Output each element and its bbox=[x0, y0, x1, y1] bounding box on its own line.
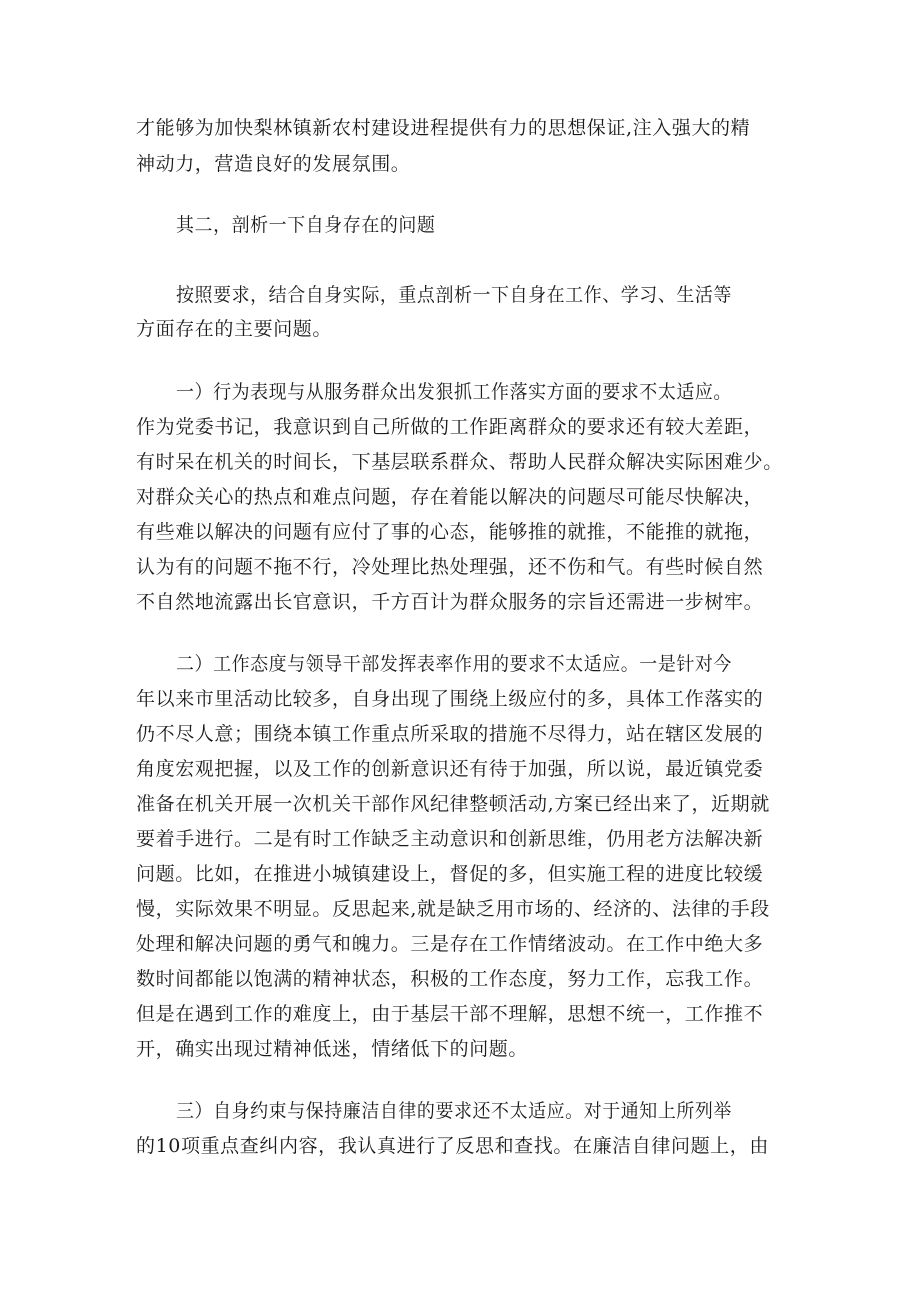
text-line: 三）自身约束与保持廉洁自律的要求还不太适应。对于通知上所列举 bbox=[176, 1100, 732, 1122]
text-line: 数时间都能以饱满的精神状态，积极的工作态度，努力工作，忘我工作。 bbox=[136, 968, 764, 990]
text-line: 对群众关心的热点和难点问题，存在着能以解决的问题尽可能尽快解决， bbox=[136, 486, 764, 508]
text-line: 但是在遇到工作的难度上，由于基层干部不理解，思想不统一，工作推不 bbox=[136, 1003, 764, 1025]
section-heading: 其二，剖析一下自身存在的问题 bbox=[176, 214, 436, 236]
text-line: 开，确实出现过精神低迷，情绪低下的问题。 bbox=[136, 1038, 529, 1060]
text-line: 神动力，营造良好的发展氛围。 bbox=[136, 153, 411, 175]
text-line: 慢，实际效果不明显。反思起来,就是缺乏用市场的、经济的、法律的手段 bbox=[136, 898, 770, 920]
text-line: 作为党委书记，我意识到自己所做的工作距离群众的要求还有较大差距， bbox=[136, 416, 764, 438]
text-line: 年以来市里活动比较多，自身出现了围绕上级应付的多，具体工作落实的 bbox=[136, 688, 764, 710]
text-line: 准备在机关开展一次机关干部作风纪律整顿活动,方案已经出来了，近期就 bbox=[136, 793, 770, 815]
text-line: 问题。比如，在推进小城镇建设上，督促的多，但实施工程的进度比较缓 bbox=[136, 863, 764, 885]
text-line: 有时呆在机关的时间长，下基层联系群众、帮助人民群众解决实际困难少。 bbox=[136, 451, 783, 473]
text-line: 不自然地流露出长官意识，千方百计为群众服务的宗旨还需进一步树牢。 bbox=[136, 591, 764, 613]
text-line: 要着手进行。二是有时工作缺乏主动意识和创新思维，仍用老方法解决新 bbox=[136, 828, 764, 850]
text-line: 的10项重点查纠内容，我认真进行了反思和查找。在廉洁自律问题上，由 bbox=[136, 1135, 769, 1157]
text-line: 处理和解决问题的勇气和魄力。三是存在工作情绪波动。在工作中绝大多 bbox=[136, 933, 764, 955]
text-line: 一）行为表现与从服务群众出发狠抓工作落实方面的要求不太适应。 bbox=[176, 381, 732, 403]
text-line: 认为有的问题不拖不行，冷处理比热处理强，还不伤和气。有些时候自然 bbox=[136, 556, 764, 578]
text-line: 仍不尽人意；围绕本镇工作重点所采取的措施不尽得力，站在辖区发展的 bbox=[136, 723, 764, 745]
text-line: 才能够为加快梨林镇新农村建设进程提供有力的思想保证,注入强大的精 bbox=[136, 117, 751, 139]
text-line: 角度宏观把握，以及工作的创新意识还有待于加强，所以说，最近镇党委 bbox=[136, 758, 764, 780]
text-line: 二）工作态度与领导干部发挥表率作用的要求不太适应。一是针对今 bbox=[176, 653, 732, 675]
text-line: 有些难以解决的问题有应付了事的心态，能够推的就推，不能推的就拖， bbox=[136, 521, 764, 543]
text-line: 方面存在的主要问题。 bbox=[136, 318, 333, 340]
text-line: 按照要求，结合自身实际，重点剖析一下自身在工作、学习、生活等 bbox=[176, 284, 732, 306]
